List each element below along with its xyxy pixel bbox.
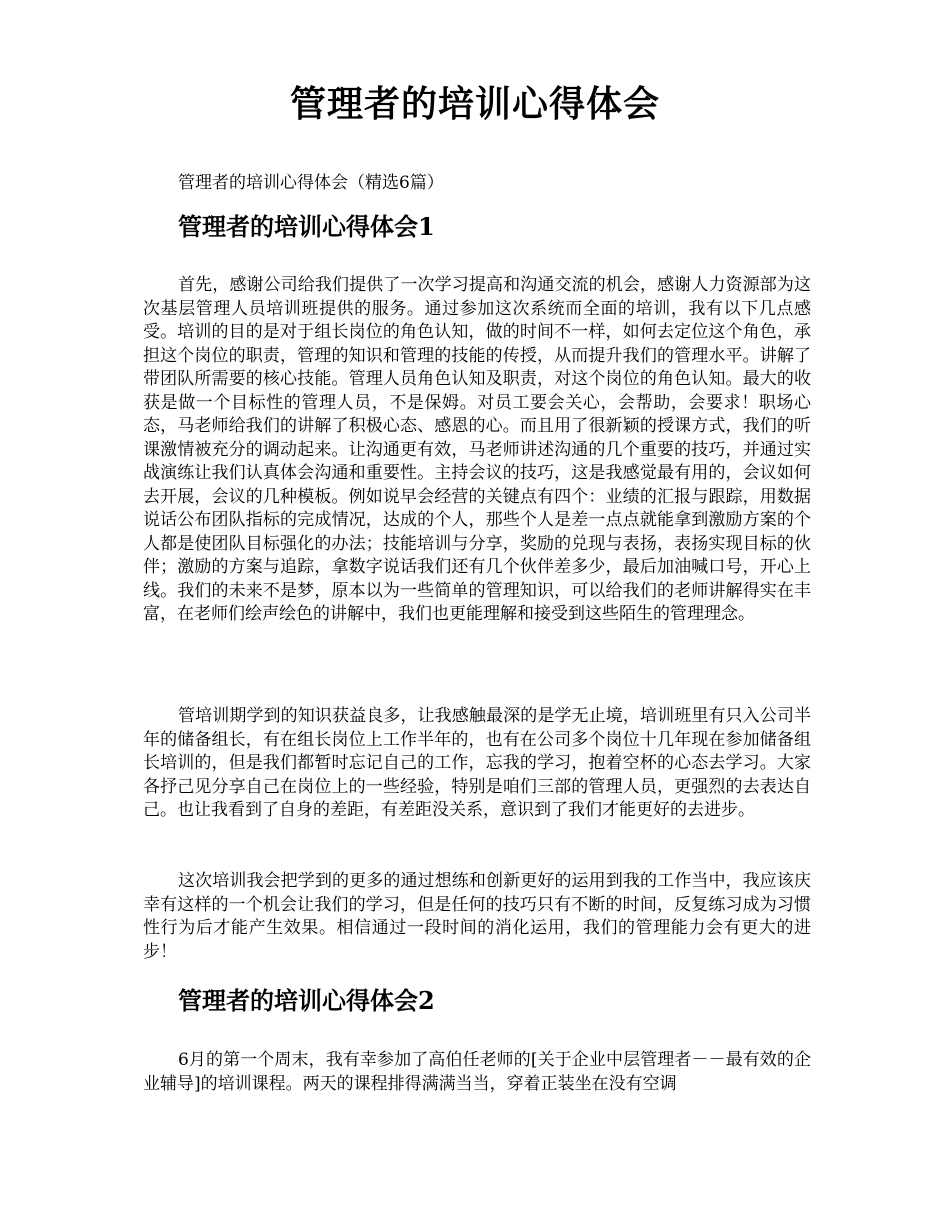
document-title: 管理者的培训心得体会 [289,83,660,125]
section-1-paragraph-1: 首先，感谢公司给我们提供了一次学习提高和沟通交流的机会，感谢人力资源部为这次基层管理人员培训班提供的服务。通过参加这次系统而全面的培训，我有以下几点感受。培训的目的是对于组长岗位的角色认知，做的时间不一样，如何去定位这个角色，承担这个岗位的职责，管理的知识和管理的技能的传授，从而提升我们的管理水平。讲解了带团队所需要的核心技能。管理人员角色认知及职责，对这个岗位的角色认知。最大的收获是做一个目标性的管理人员，不是保姆。对员工要会关心，会帮助，会要求！职场心态，马老师给我们的讲解了积极心态、感恩的心。而且用了很新颖的授课方式，我们的听课激情被充分的调动起来。让沟通更有效，马老师讲述沟通的几个重要的技巧，并通过实战演练让我们认真体会沟通和重要性。主持会议的技巧，这是我感觉最有用的，会议如何去开展，会议的几种模板。例如说早会经营的关键点有四个：业绩的汇报与跟踪，用数据说话公布团队指标的完成情况，达成的个人，那些个人是差一点点就能拿到激励方案的个人都是使团队目标强化的办法；技能培训与分享，奖励的兑现与表扬，表扬实现目标的伙伴；激励的方案与追踪，拿数字说话我们还有几个伙伴差多少，最后加油喊口号，开心上线。我们的未来不是梦，原本以为一些简单的管理知识，可以给我们的老师讲解得实在丰富，在老师们绘声绘色的讲解中，我们也更能理解和接受到这些陌生的管理理念。 [143,275,811,624]
section-heading-2: 管理者的培训心得体会2 [178,986,435,1015]
section-1-paragraph-3: 这次培训我会把学到的更多的通过想练和创新更好的运用到我的工作当中，我应该庆幸有这样的一个机会让我们的学习，但是任何的技巧只有不断的时间，反复练习成为习惯性行为后才能产生效果。相信通过一段时间的消化运用，我们的管理能力会有更大的进步！ [143,871,811,962]
section-heading-1: 管理者的培训心得体会1 [178,212,435,241]
section-2-paragraph-1: 6月的第一个周末，我有幸参加了高伯任老师的[关于企业中层管理者－－最有效的企业辅导]的培训课程。两天的课程排得满满当当，穿着正装坐在没有空调 [143,1050,811,1094]
section-1-paragraph-2: 管培训期学到的知识获益良多，让我感触最深的是学无止境，培训班里有只入公司半年的储备组长，有在组长岗位上工作半年的，也有在公司多个岗位十几年现在参加储备组长培训的，但是我们都暂时忘记自己的工作，忘我的学习，抱着空杯的心态去学习。大家各抒己见分享自己在岗位上的一些经验，特别是咱们三部的管理人员，更强烈的去表达自己。也让我看到了自身的差距，有差距没关系，意识到了我们才能更好的去进步。 [143,706,811,820]
document-subtitle: 管理者的培训心得体会（精选6篇） [178,173,444,193]
